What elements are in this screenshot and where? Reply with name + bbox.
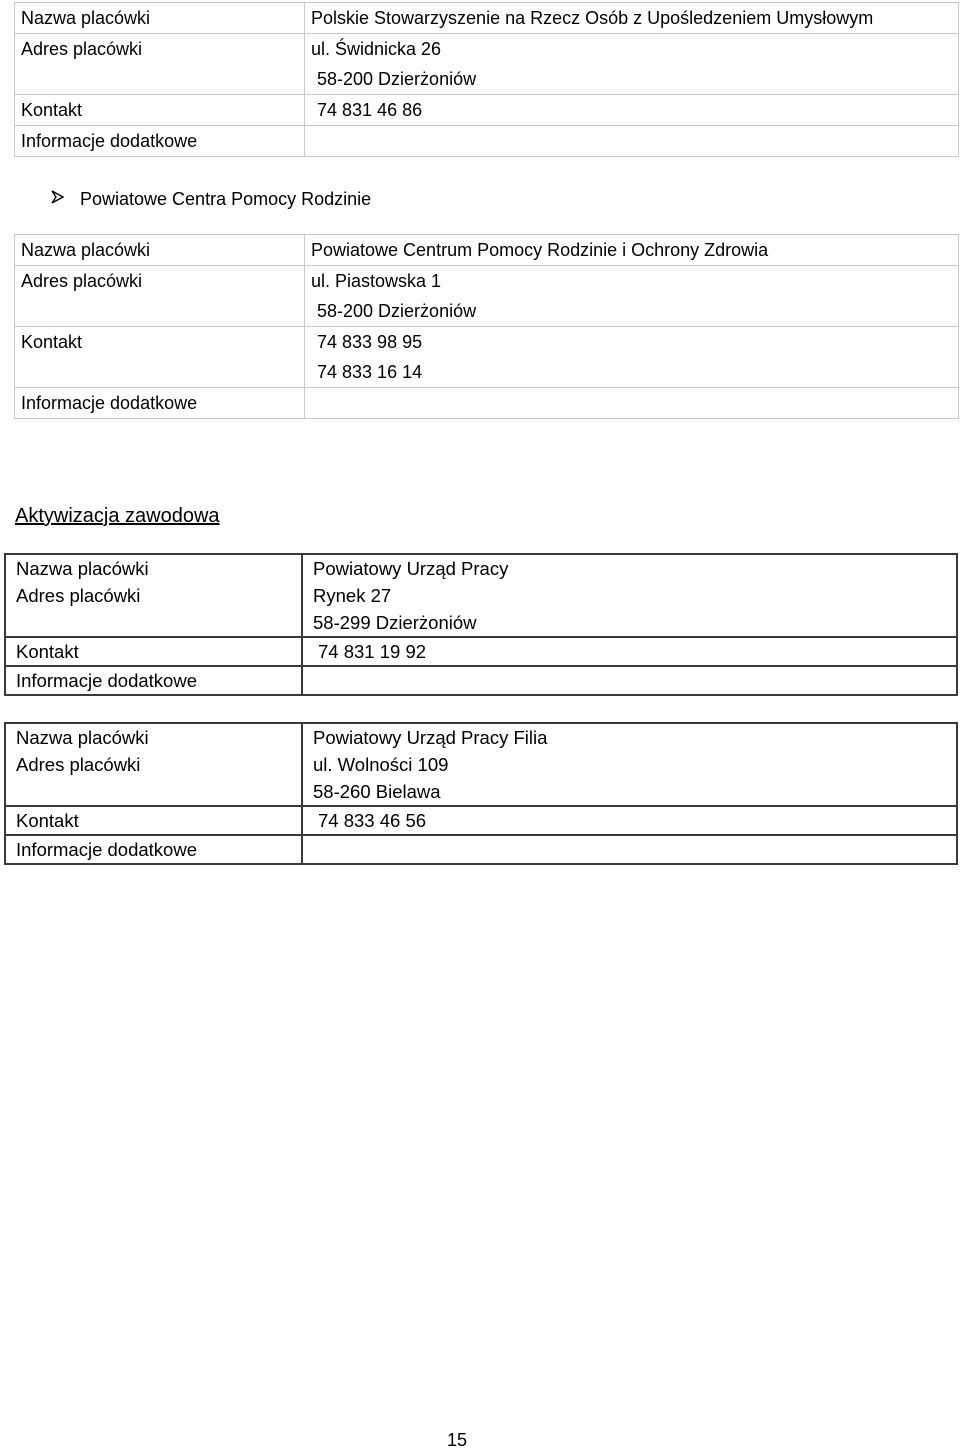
contact-line: 74 833 98 95	[317, 332, 423, 352]
contact-label: Kontakt	[15, 95, 305, 126]
table-row	[15, 95, 959, 126]
address-line: 58-299 Dzierżoniów	[313, 612, 477, 633]
facility-name: Powiatowy Urząd Pracy	[302, 554, 957, 582]
facility-table-1	[14, 2, 959, 157]
contact-label: Kontakt	[15, 327, 305, 388]
address-line: ul. Piastowska 1	[311, 271, 442, 291]
table-row	[5, 806, 957, 835]
table-row	[5, 666, 957, 695]
table-row	[5, 637, 957, 666]
table-row	[15, 327, 959, 388]
facility-address	[305, 34, 959, 95]
info-label: Informacje dodatkowe	[15, 388, 305, 419]
facility-table-4	[4, 722, 958, 865]
table-row	[15, 3, 959, 34]
name-label: Nazwa placówki	[5, 723, 302, 751]
facility-contact: 74 831 19 92	[302, 637, 957, 666]
arrow-bullet-icon	[50, 186, 80, 212]
facility-table-3	[4, 553, 958, 696]
section-heading: Aktywizacja zawodowa	[15, 505, 220, 527]
facility-info	[305, 126, 959, 157]
table-row	[5, 751, 957, 806]
info-label: Informacje dodatkowe	[5, 835, 302, 864]
address-line: 58-200 Dzierżoniów	[317, 301, 477, 321]
info-label: Informacje dodatkowe	[15, 126, 305, 157]
name-label: Nazwa placówki	[15, 3, 305, 34]
contact-line: 74 833 16 14	[317, 362, 423, 382]
address-line: ul. Świdnicka 26	[311, 39, 442, 59]
facility-contact: 74 833 46 56	[302, 806, 957, 835]
table-row	[5, 723, 957, 751]
address-label: Adres placówki	[5, 751, 302, 806]
facility-name: Polskie Stowarzyszenie na Rzecz Osób z Upośledzeniem Umysłowym	[305, 3, 959, 34]
facility-address	[302, 751, 957, 806]
table-row	[15, 235, 959, 266]
address-line: 58-260 Bielawa	[313, 781, 441, 802]
facility-info	[302, 835, 957, 864]
table-row	[5, 582, 957, 637]
table-row	[15, 34, 959, 95]
facility-name: Powiatowy Urząd Pracy Filia	[302, 723, 957, 751]
table-row	[5, 554, 957, 582]
facility-name: Powiatowe Centrum Pomocy Rodzinie i Ochrony Zdrowia	[305, 235, 959, 266]
facility-info	[305, 388, 959, 419]
facility-address	[305, 266, 959, 327]
facility-info	[302, 666, 957, 695]
table-row	[15, 388, 959, 419]
page-number: 15	[447, 1430, 468, 1450]
name-label: Nazwa placówki	[15, 235, 305, 266]
address-label: Adres placówki	[15, 266, 305, 327]
name-label: Nazwa placówki	[5, 554, 302, 582]
bullet-heading-text: Powiatowe Centra Pomocy Rodzinie	[80, 189, 372, 209]
facility-address	[302, 582, 957, 637]
table-row	[5, 835, 957, 864]
facility-contact	[305, 327, 959, 388]
bullet-heading	[50, 186, 371, 212]
table-row	[15, 266, 959, 327]
address-label: Adres placówki	[15, 34, 305, 95]
facility-contact: 74 831 46 86	[305, 95, 959, 126]
contact-label: Kontakt	[5, 806, 302, 835]
address-line: 58-200 Dzierżoniów	[317, 69, 477, 89]
contact-label: Kontakt	[5, 637, 302, 666]
table-row	[15, 126, 959, 157]
address-label: Adres placówki	[5, 582, 302, 637]
info-label: Informacje dodatkowe	[5, 666, 302, 695]
facility-table-2	[14, 234, 959, 419]
address-line: ul. Wolności 109	[313, 754, 449, 775]
address-line: Rynek 27	[313, 585, 392, 606]
